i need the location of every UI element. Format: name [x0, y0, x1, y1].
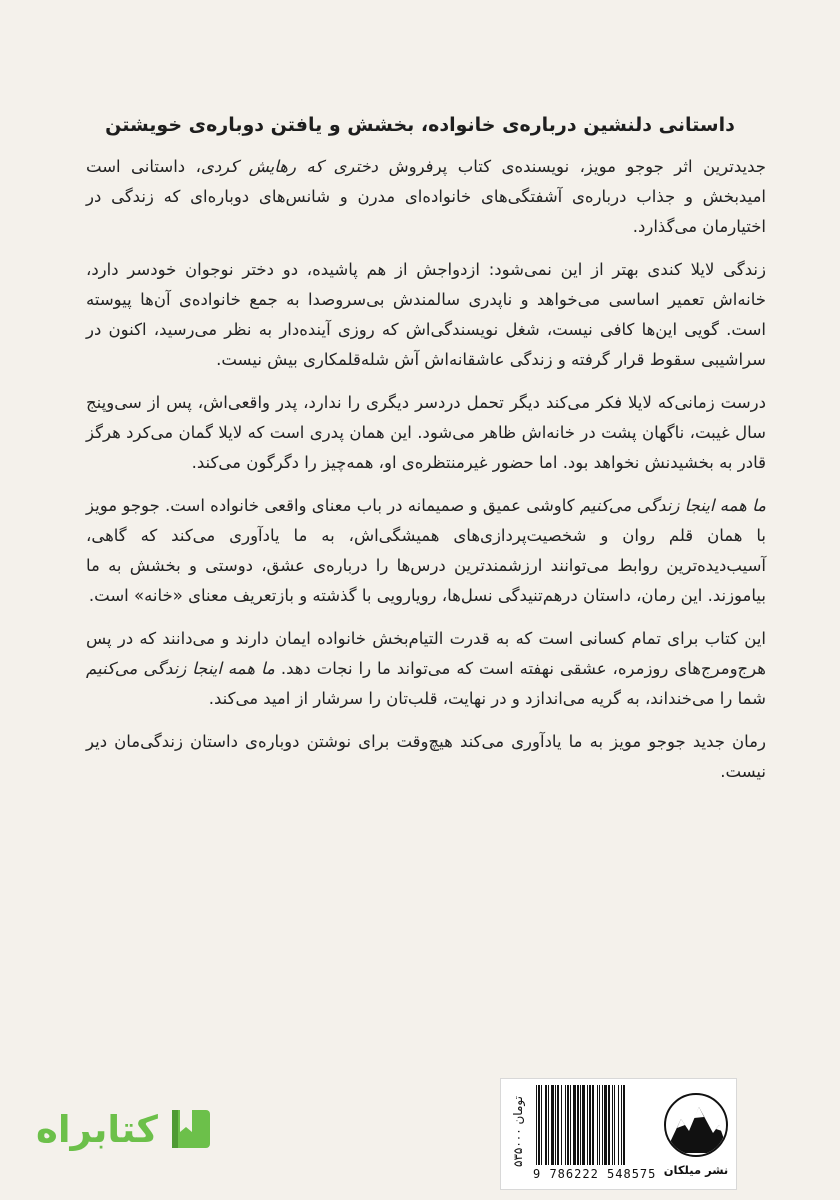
- store-logo[interactable]: [36, 1093, 216, 1165]
- barcode-bar: [577, 1085, 579, 1165]
- description-text: [86, 152, 766, 800]
- store-logo-text: کتابراه: [36, 1107, 158, 1151]
- barcode-bar: [621, 1085, 622, 1165]
- paragraph-1: جدیدترین اثر جوجو مویز، نویسنده‌ی کتاب پرفروش دختری که رهایش کردی، داستانی است امیدبخش و جذاب درباره‌ی آشفتگی‌های خانواده‌ای مدرن و شانس‌های دوباره‌ای که زندگی در اختیارمان می‌گذارد.: [86, 157, 766, 236]
- barcode-bar: [545, 1085, 547, 1165]
- paragraph-2: زندگی لایلا کندی بهتر از این نمی‌شود: ازدواجش از هم پاشیده، دو دختر نوجوان خودسر دارد، خانه‌اش تعمیر اساسی می‌خواهد و ناپدری سالمندش بی‌سروصدا به جمع خانواده‌ی آن‌ها پیوسته است. گویی این‌ها کافی نیست، شغل نویسندگی‌اش که روزی آینده‌دار به نظر می‌رسید، اکنون در سراشیبی سقوط قرار گرفته و زندگی عاشقانه‌اش آش شله‌قلمکاری بیش نیست.: [86, 260, 766, 369]
- price-label: ۵۳۵۰۰۰ تومان: [511, 1096, 525, 1168]
- barcode: [535, 1085, 653, 1165]
- barcode-bar: [573, 1085, 576, 1165]
- barcode-bar: [536, 1085, 537, 1165]
- book-title-emphasis: ما همه اینجا زندگی می‌کنیم: [86, 659, 275, 678]
- publisher-logo: [661, 1085, 731, 1185]
- barcode-bar: [589, 1085, 591, 1165]
- cover-tagline: داستانی دلنشین درباره‌ی خانواده، بخشش و یافتن دوباره‌ی خویشتن: [105, 114, 735, 136]
- barcode-bar: [623, 1085, 625, 1165]
- barcode-bar: [592, 1085, 594, 1165]
- barcode-bar: [618, 1085, 619, 1165]
- barcode-bar: [561, 1085, 562, 1165]
- barcode-bar: [608, 1085, 610, 1165]
- barcode-bar: [538, 1085, 540, 1165]
- barcode-panel: [500, 1078, 737, 1190]
- barcode-bar: [541, 1085, 542, 1165]
- barcode-bar: [567, 1085, 569, 1165]
- barcode-bar: [557, 1085, 559, 1165]
- barcode-bar: [548, 1085, 549, 1165]
- book-title-emphasis: ما همه اینجا زندگی می‌کنیم: [579, 496, 766, 515]
- barcode-bar: [570, 1085, 571, 1165]
- barcode-bar: [599, 1085, 600, 1165]
- barcode-bar: [604, 1085, 607, 1165]
- isbn-number: 9 786222 548575: [533, 1167, 657, 1181]
- book-title-emphasis: دختری که رهایش کردی: [200, 157, 379, 176]
- barcode-bar: [597, 1085, 598, 1165]
- barcode-bar: [580, 1085, 581, 1165]
- bookmark-book-icon: [166, 1106, 212, 1152]
- publisher-name: نشر میلکان: [663, 1163, 729, 1177]
- mountains-circle-icon: [663, 1089, 729, 1161]
- paragraph-6: رمان جدید جوجو مویز به ما یادآوری می‌کند هیچ‌وقت برای نوشتن دوباره‌ی داستان زندگی‌مان دیر نیست.: [86, 732, 766, 781]
- barcode-bar: [614, 1085, 615, 1165]
- barcode-bar: [612, 1085, 613, 1165]
- paragraph-3: درست زمانی‌که لایلا فکر می‌کند دیگر تحمل دردسر دیگری را ندارد، پدر واقعی‌اش، پس از سی‌وپنج سال غیبت، ناگهان پشت در خانه‌اش ظاهر می‌شود. این همان پدری است که لایلا گمان می‌کرد هرگز قادر به بخشیدنش نخواهد بود. اما حضور غیرمنتظره‌ی او، همه‌چیز را دگرگون می‌کند.: [86, 393, 766, 472]
- paragraph-4: ما همه اینجا زندگی می‌کنیم کاوشی عمیق و صمیمانه در باب معنای واقعی خانواده است. جوجو مویز با همان قلم روان و شخصیت‌پردازی‌های همیشگی‌اش، به ما یادآوری می‌کند که گاهی، آسیب‌دیده‌ترین روابط می‌توانند ارزشمندترین درس‌ها را درباره‌ی عشق، دوستی و بخشش به ما بیاموزند. این رمان، داستان درهم‌تنیدگی نسل‌ها، رویارویی با گذشته و بازتعریف معنای «خانه» است.: [86, 496, 766, 605]
- barcode-bar: [555, 1085, 556, 1165]
- barcode-bar: [587, 1085, 588, 1165]
- barcode-bar: [582, 1085, 585, 1165]
- paragraph-5: این کتاب برای تمام کسانی است که به قدرت التیام‌بخش خانواده ایمان دارند و می‌دانند که در پس هرج‌ومرج‌های روزمره، عشقی نهفته است که می‌تواند ما را نجات دهد. ما همه اینجا زندگی می‌کنیم شما را می‌خنداند، به گریه می‌اندازد و در نهایت، قلب‌تان را سرشار از امید می‌کند.: [86, 629, 766, 708]
- barcode-bar: [602, 1085, 603, 1165]
- barcode-bar: [551, 1085, 554, 1165]
- barcode-bar: [565, 1085, 566, 1165]
